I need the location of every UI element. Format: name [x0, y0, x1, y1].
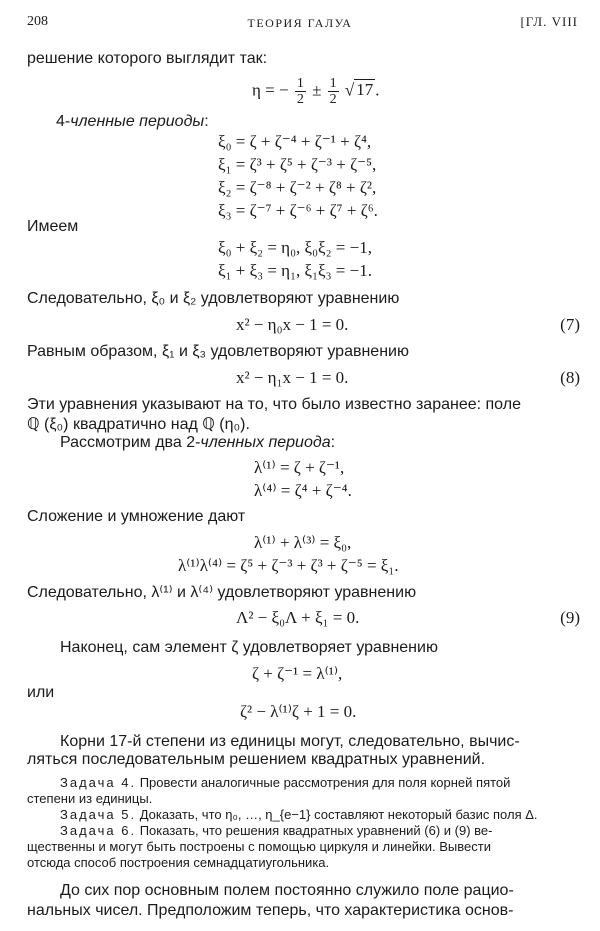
sqrt-sign: √ [344, 80, 355, 100]
indicate-line-1: Эти уравнения указывают на то, что было известно заранее: поле [27, 396, 521, 413]
running-title: ТЕОРИЯ ГАЛУА [247, 16, 353, 30]
plus-minus: ± [312, 80, 322, 100]
equation-9-number: (9) [560, 608, 580, 627]
indicate-line-2: ℚ (ξ₀) квадратично над ℚ (η₀). [27, 416, 250, 433]
task6-line-3: отсюда способ построения семнадцатиугольника. [27, 855, 330, 870]
equation-9: Λ² − ξ₀Λ + ξ₁ = 0. [236, 608, 360, 627]
eta-lhs: η = − [252, 80, 289, 100]
lambda4-eq: λ⁽⁴⁾ = ζ⁴ + ζ⁻⁴. [254, 481, 352, 500]
fraction-one-half-2: $\frac{1}{2}$ [329, 76, 337, 107]
page-number: 208 [27, 14, 48, 29]
sqrt-radicand: 17 [356, 80, 374, 100]
hence-line-2: Следовательно, λ⁽¹⁾ и λ⁽⁴⁾ удовлетворяют уравнению [27, 584, 417, 601]
xi2-eq: ξ₂ = ζ⁻⁸ + ζ⁻² + ζ⁸ + ζ², [218, 178, 377, 197]
eta-formula: η = − $\frac{1}{2}$ ± $\frac{1}{2}$ √ 17 . [252, 76, 380, 107]
zeta-eq: ζ + ζ⁻¹ = λ⁽¹⁾, [252, 664, 343, 683]
task4-line-2: степени из единицы. [27, 791, 153, 806]
xi1-eq: ξ₁ = ζ³ + ζ⁵ + ζ⁻³ + ζ⁻⁵, [218, 155, 377, 174]
task6-line-1: Задача 6. Показать, что решения квадратных уравнений (6) и (9) ве- [60, 823, 493, 838]
lambda1-eq: λ⁽¹⁾ = ζ + ζ⁻¹, [254, 458, 345, 477]
equation-8: x² − η₁x − 1 = 0. [236, 368, 349, 387]
equation-8-number: (8) [560, 368, 580, 387]
equation-7-number: (7) [560, 315, 580, 334]
or-line: или [27, 684, 55, 701]
periods4-label: 4-членные периоды: [56, 113, 209, 130]
fraction-one-half: $\frac{1}{2}$ [296, 76, 304, 107]
equation-7: x² − η₀x − 1 = 0. [236, 315, 349, 334]
relation-1: ξ₀ + ξ₂ = η₀, ξ₀ξ₂ = −1, [218, 238, 372, 257]
chapter-marker: [ГЛ. VIII [520, 14, 578, 29]
intro-line: решение которого выглядит так: [27, 50, 268, 67]
consider-line: Рассмотрим два 2-членных периода: [60, 434, 336, 451]
sum-eq: λ⁽¹⁾ + λ⁽³⁾ = ξ₀, [254, 533, 352, 552]
xi0-eq: ξ₀ = ζ + ζ⁻⁴ + ζ⁻¹ + ζ⁴, [218, 132, 372, 151]
task5-line: Задача 5. Доказать, что η₀, …, η_{e−1} составляют некоторый базис поля Δ. [60, 807, 538, 822]
roots-line-1: Корни 17-й степени из единицы могут, следовательно, вычис- [60, 733, 520, 750]
have-line: Имеем [27, 218, 79, 235]
likewise-line: Равным образом, ξ₁ и ξ₃ удовлетворяют уравнению [27, 343, 409, 360]
task4-line-1: Задача 4. Провести аналогичные рассмотрения для поля корней пятой [60, 775, 511, 790]
roots-line-2: ляться последовательным решением квадратных уравнений. [27, 751, 486, 768]
finally-line: Наконец, сам элемент ζ удовлетворяет уравнению [60, 639, 438, 656]
prod-eq: λ⁽¹⁾λ⁽⁴⁾ = ζ⁵ + ζ⁻³ + ζ³ + ζ⁻⁵ = ξ₁. [178, 556, 399, 575]
zeta-quadratic: ζ² − λ⁽¹⁾ζ + 1 = 0. [240, 702, 357, 721]
final-line-2: нальных чисел. Предположим теперь, что характеристика основ- [27, 902, 514, 919]
final-line-1: До сих пор основным полем постоянно служило поле рацио- [60, 882, 514, 899]
sum-mult-line: Сложение и умножение дают [27, 508, 246, 525]
relation-2: ξ₁ + ξ₃ = η₁, ξ₁ξ₃ = −1. [218, 261, 372, 280]
xi3-eq: ξ₃ = ζ⁻⁷ + ζ⁻⁶ + ζ⁷ + ζ⁶. [218, 201, 378, 220]
task6-line-2: щественны и могут быть построены с помощью циркуля и линейки. Вывести [27, 839, 491, 854]
hence-line-1: Следовательно, ξ₀ и ξ₂ удовлетворяют уравнению [27, 290, 400, 307]
